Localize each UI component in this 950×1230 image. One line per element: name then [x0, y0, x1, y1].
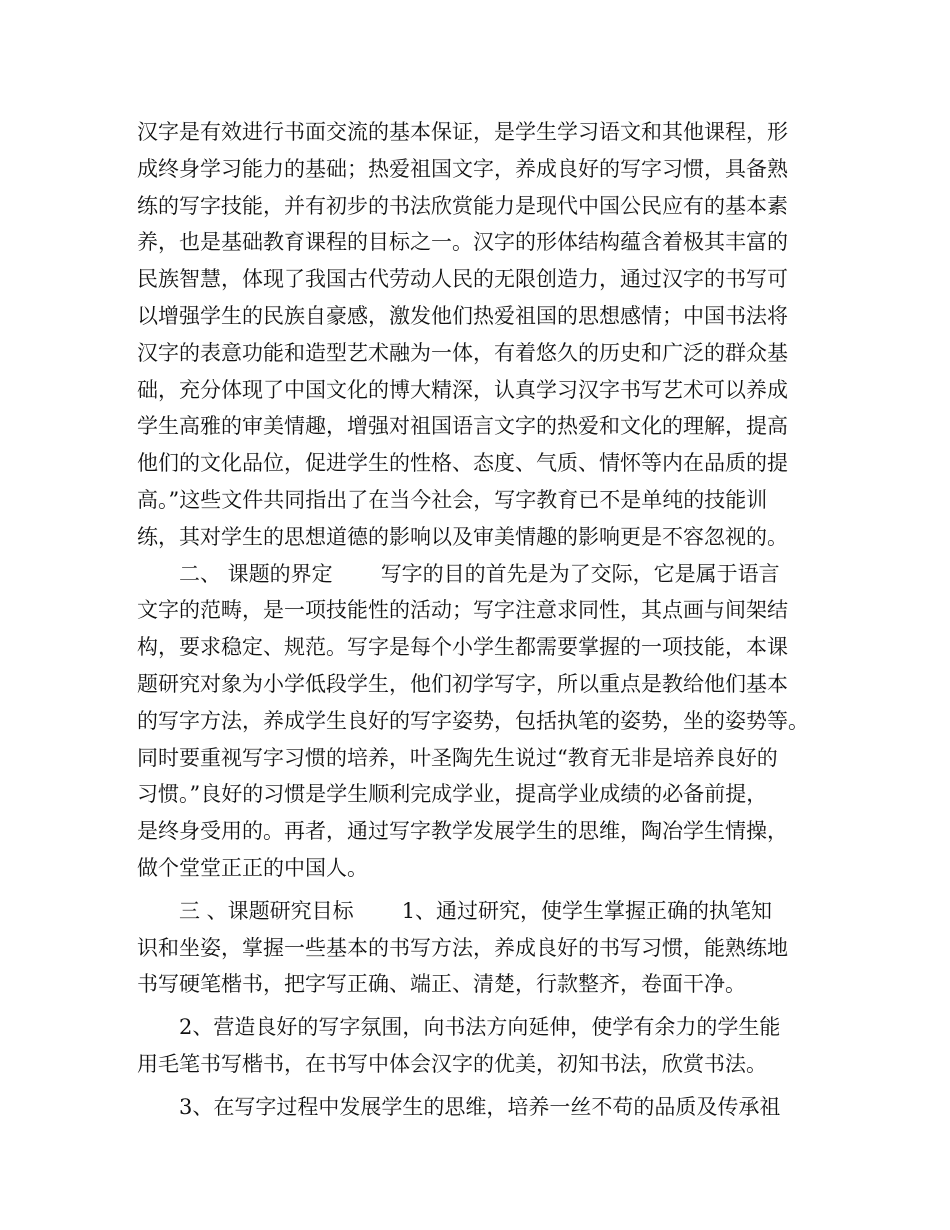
text-line: 的写字方法，养成学生良好的写字姿势，包括执笔的姿势，坐的姿势等。	[137, 708, 809, 733]
text-line	[137, 556, 837, 593]
text-span: 写字的目的首先是为了交际，它是属于语言	[380, 561, 780, 586]
text-line: 础，充分体现了中国文化的博大精深，认真学习汉字书写艺术可以养成	[137, 377, 788, 402]
text-line: 练，其对学生的思想道德的影响以及审美情趣的影响更是不容忽视的。	[137, 524, 788, 549]
text-line: 文字的范畴，是一项技能性的活动；写字注意求同性，其点画与间架结	[137, 598, 788, 623]
text-line: 识和坐姿，掌握一些基本的书写方法，养成良好的书写习惯，能熟练地	[137, 935, 788, 960]
paragraph-significance	[137, 114, 837, 556]
text-line: 3、在写字过程中发展学生的思维，培养一丝不苟的品质及传承祖	[179, 1094, 781, 1119]
text-line: 书写硬笔楷书，把字写正确、端正、清楚，行款整齐，卷面干净。	[137, 972, 746, 997]
text-line: 学生高雅的审美情趣，增强对祖国语言文字的热爱和文化的理解，提高	[137, 414, 788, 439]
text-line: 汉字的表意功能和造型艺术融为一体，有着悠久的历史和广泛的群众基	[137, 340, 788, 365]
text-span: 1、通过研究，使学生掌握正确的执笔知	[401, 898, 773, 923]
paragraph-goal-2	[137, 1009, 837, 1083]
text-line: 同时要重视写字习惯的培养，叶圣陶先生说过“教育无非是培养良好的	[137, 745, 778, 770]
section-heading: 二、 课题的界定	[179, 561, 333, 586]
paragraph-topic-definition	[137, 556, 837, 887]
text-line: 2、营造良好的写字氛围，向书法方向延伸，使学有余力的学生能	[179, 1015, 781, 1040]
text-line: 养，也是基础教育课程的目标之一。汉字的形体结构蕴含着极其丰富的	[137, 230, 788, 255]
text-line: 做个堂堂正正的中国人。	[137, 855, 368, 880]
text-line: 习惯。”良好的习惯是学生顺利完成学业，提高学业成绩的必备前提，	[137, 782, 768, 807]
text-line: 民族智慧，体现了我国古代劳动人民的无限创造力，通过汉字的书写可	[137, 267, 788, 292]
text-line: 成终身学习能力的基础；热爱祖国文字，养成良好的写字习惯，具备熟	[137, 156, 788, 181]
paragraph-research-goals	[137, 893, 837, 1003]
section-heading: 三 、课题研究目标	[179, 898, 354, 923]
text-line: 构，要求稳定、规范。写字是每个小学生都需要掌握的一项技能，本课	[137, 635, 788, 660]
text-line: 题研究对象为小学低段学生，他们初学写字，所以重点是教给他们基本	[137, 671, 788, 696]
text-line	[137, 893, 837, 930]
paragraph-goal-3	[137, 1089, 837, 1126]
text-line: 汉字是有效进行书面交流的基本保证，是学生学习语文和其他课程，形	[137, 120, 788, 144]
text-line: 用毛笔书写楷书，在书写中体会汉字的优美，初知书法，欣赏书法。	[137, 1051, 767, 1076]
text-line: 高。”这些文件共同指出了在当今社会，写字教育已不是单纯的技能训	[137, 487, 768, 512]
text-line: 以增强学生的民族自豪感，激发他们热爱祖国的思想感情；中国书法将	[137, 303, 788, 328]
text-line: 他们的文化品位，促进学生的性格、态度、气质、情怀等内在品质的提	[137, 451, 788, 476]
text-line: 练的写字技能，并有初步的书法欣赏能力是现代中国公民应有的基本素	[137, 193, 788, 218]
text-line: 是终身受用的。再者，通过写字教学发展学生的思维，陶冶学生情操，	[137, 819, 788, 844]
document-body	[137, 114, 837, 1126]
